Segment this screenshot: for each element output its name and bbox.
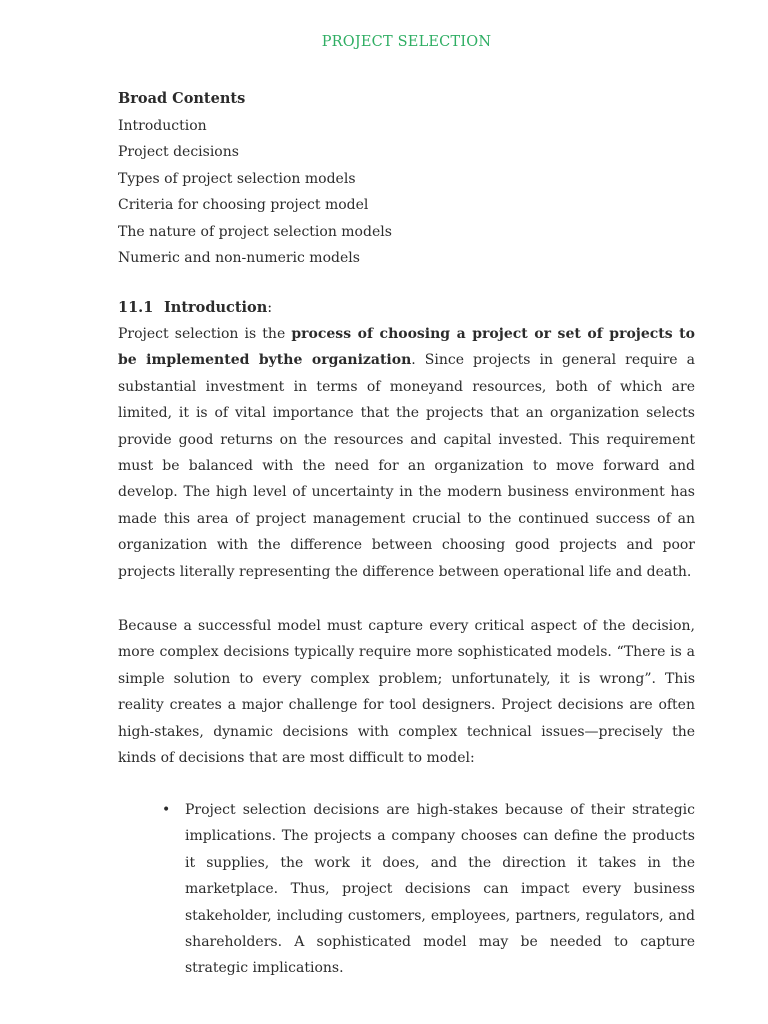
contents-item-nature-of-models: The nature of project selection models — [118, 223, 392, 240]
section-number: 11.1 — [118, 299, 154, 316]
section-colon: : — [267, 300, 273, 316]
broad-contents-list — [118, 86, 392, 272]
intro-lead-text: Project selection is the — [118, 326, 292, 342]
contents-item-numeric-models: Numeric and non-numeric models — [118, 250, 360, 266]
contents-item-criteria: Criteria for choosing project model — [118, 197, 369, 213]
broad-contents-heading: Broad Contents — [118, 90, 246, 107]
document-title: PROJECT SELECTION — [321, 34, 492, 50]
contents-item-introduction: Introduction — [118, 117, 207, 134]
bullet-text: Project selection decisions are high-stakes because of their strategic implications. The projects a company chooses can define the products it supplies, the work it does, and the direction it takes in the marketplace. Thus, project decisions can impact every business stakeholder, including customers, employees, partners, regulators, and shareholders. A sophisticated model may be needed to capture strategic implications. — [185, 802, 695, 977]
section-title: Introduction — [164, 299, 268, 316]
intro-rest-text: . Since projects in general require a substantial investment in terms of moneyand resources, both of which are limited, it is of vital importance that the projects that an organization selects provide good returns on the resources and capital invested. This requirement must be balanced with the need for an organization to move forward and develop. The high level of uncertainty in the modern business environment has made this area of project management crucial to the continued success of an organization with the difference between choosing good projects and poor projects literally representing the difference between operational life and death. — [118, 352, 695, 580]
contents-item-types-of-models: Types of project selection models — [118, 170, 356, 187]
complexity-paragraph: Because a successful model must capture every critical aspect of the decision, more complex decisions typically require more sophisticated models. “There is a simple solution to every complex problem; unfortunately, it is wrong”. This reality creates a major challenge for tool designers. Project decisions are often high-stakes, dynamic decisions with complex technical issues—precisely the kinds of decisions that are most difficult to model: — [118, 618, 695, 767]
section-heading — [118, 297, 272, 319]
intro-paragraph — [118, 321, 695, 585]
bullet-marker-icon: • — [162, 802, 171, 818]
bullet-item — [118, 797, 695, 982]
intro-bold-definition: process of choosing a project or set of projects to be implemented bythe organization — [118, 326, 695, 369]
contents-item-project-decisions: Project decisions — [118, 144, 239, 160]
difficulty-bullet-list — [118, 797, 695, 982]
